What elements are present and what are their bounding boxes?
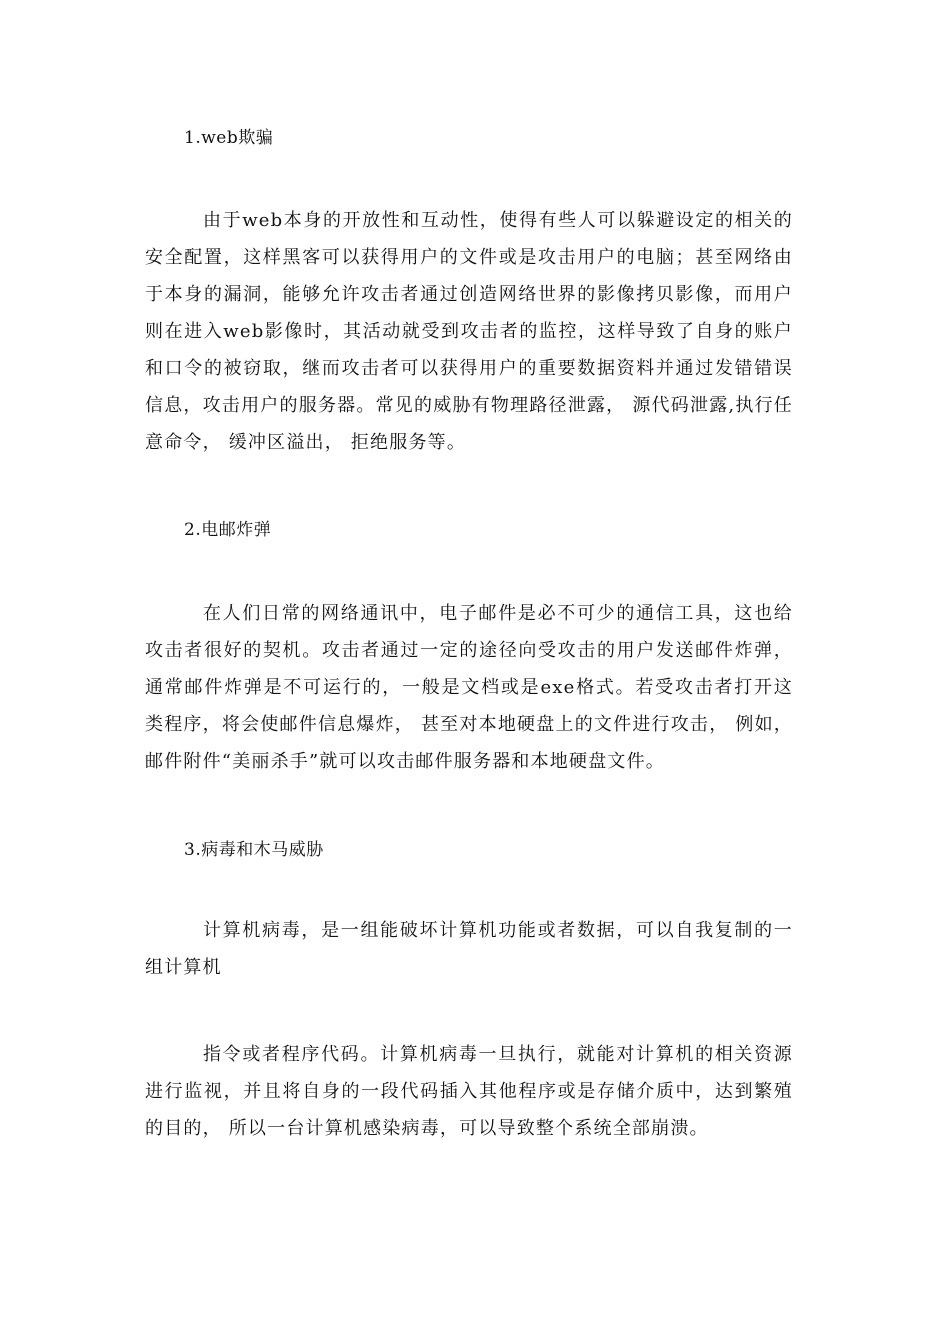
paragraph-virus-definition: 计算机病毒，是一组能破坏计算机功能或者数据，可以自我复制的一组计算机: [145, 920, 793, 978]
section-heading-email-bomb: 2.电邮炸弹: [184, 520, 272, 540]
section-heading-virus-trojan: 3.病毒和木马威胁: [184, 840, 324, 860]
section-heading-web-spoofing: 1.web欺骗: [184, 128, 274, 148]
paragraph-email-bomb: 在人们日常的网络通讯中，电子邮件是必不可少的通信工具，这也给攻击者很好的契机。攻击者通过一定的途径向受攻击的用户发送邮件炸弹，通常邮件炸弹是不可运行的，一般是文档或是exe格式。若受攻击者打开这类程序，将会使邮件信息爆炸， 甚至对本地硬盘上的文件进行攻击， 例如， 邮件附件“美丽杀手”就可以攻击邮件服务器和本地硬盘文件。: [145, 603, 793, 772]
paragraph-web-spoofing: 由于web本身的开放性和互动性，使得有些人可以躲避设定的相关的安全配置，这样黑客可以获得用户的文件或是攻击用户的电脑；甚至网络由于本身的漏洞，能够允许攻击者通过创造网络世界的影像拷贝影像，而用户则在进入web影像时，其活动就受到攻击者的监控，这样导致了自身的账户和口令的被窃取，继而攻击者可以获得用户的重要数据资料并通过发错错误信息，攻击用户的服务器。常见的威胁有物理路径泄露， 源代码泄露,执行任意命令， 缓冲区溢出， 拒绝服务等。: [145, 210, 793, 453]
paragraph-virus-effects: 指令或者程序代码。计算机病毒一旦执行，就能对计算机的相关资源进行监视，并且将自身的一段代码插入其他程序或是存储介质中，达到繁殖的目的， 所以一台计算机感染病毒，可以导致整个系统全部崩溃。: [145, 1044, 793, 1139]
